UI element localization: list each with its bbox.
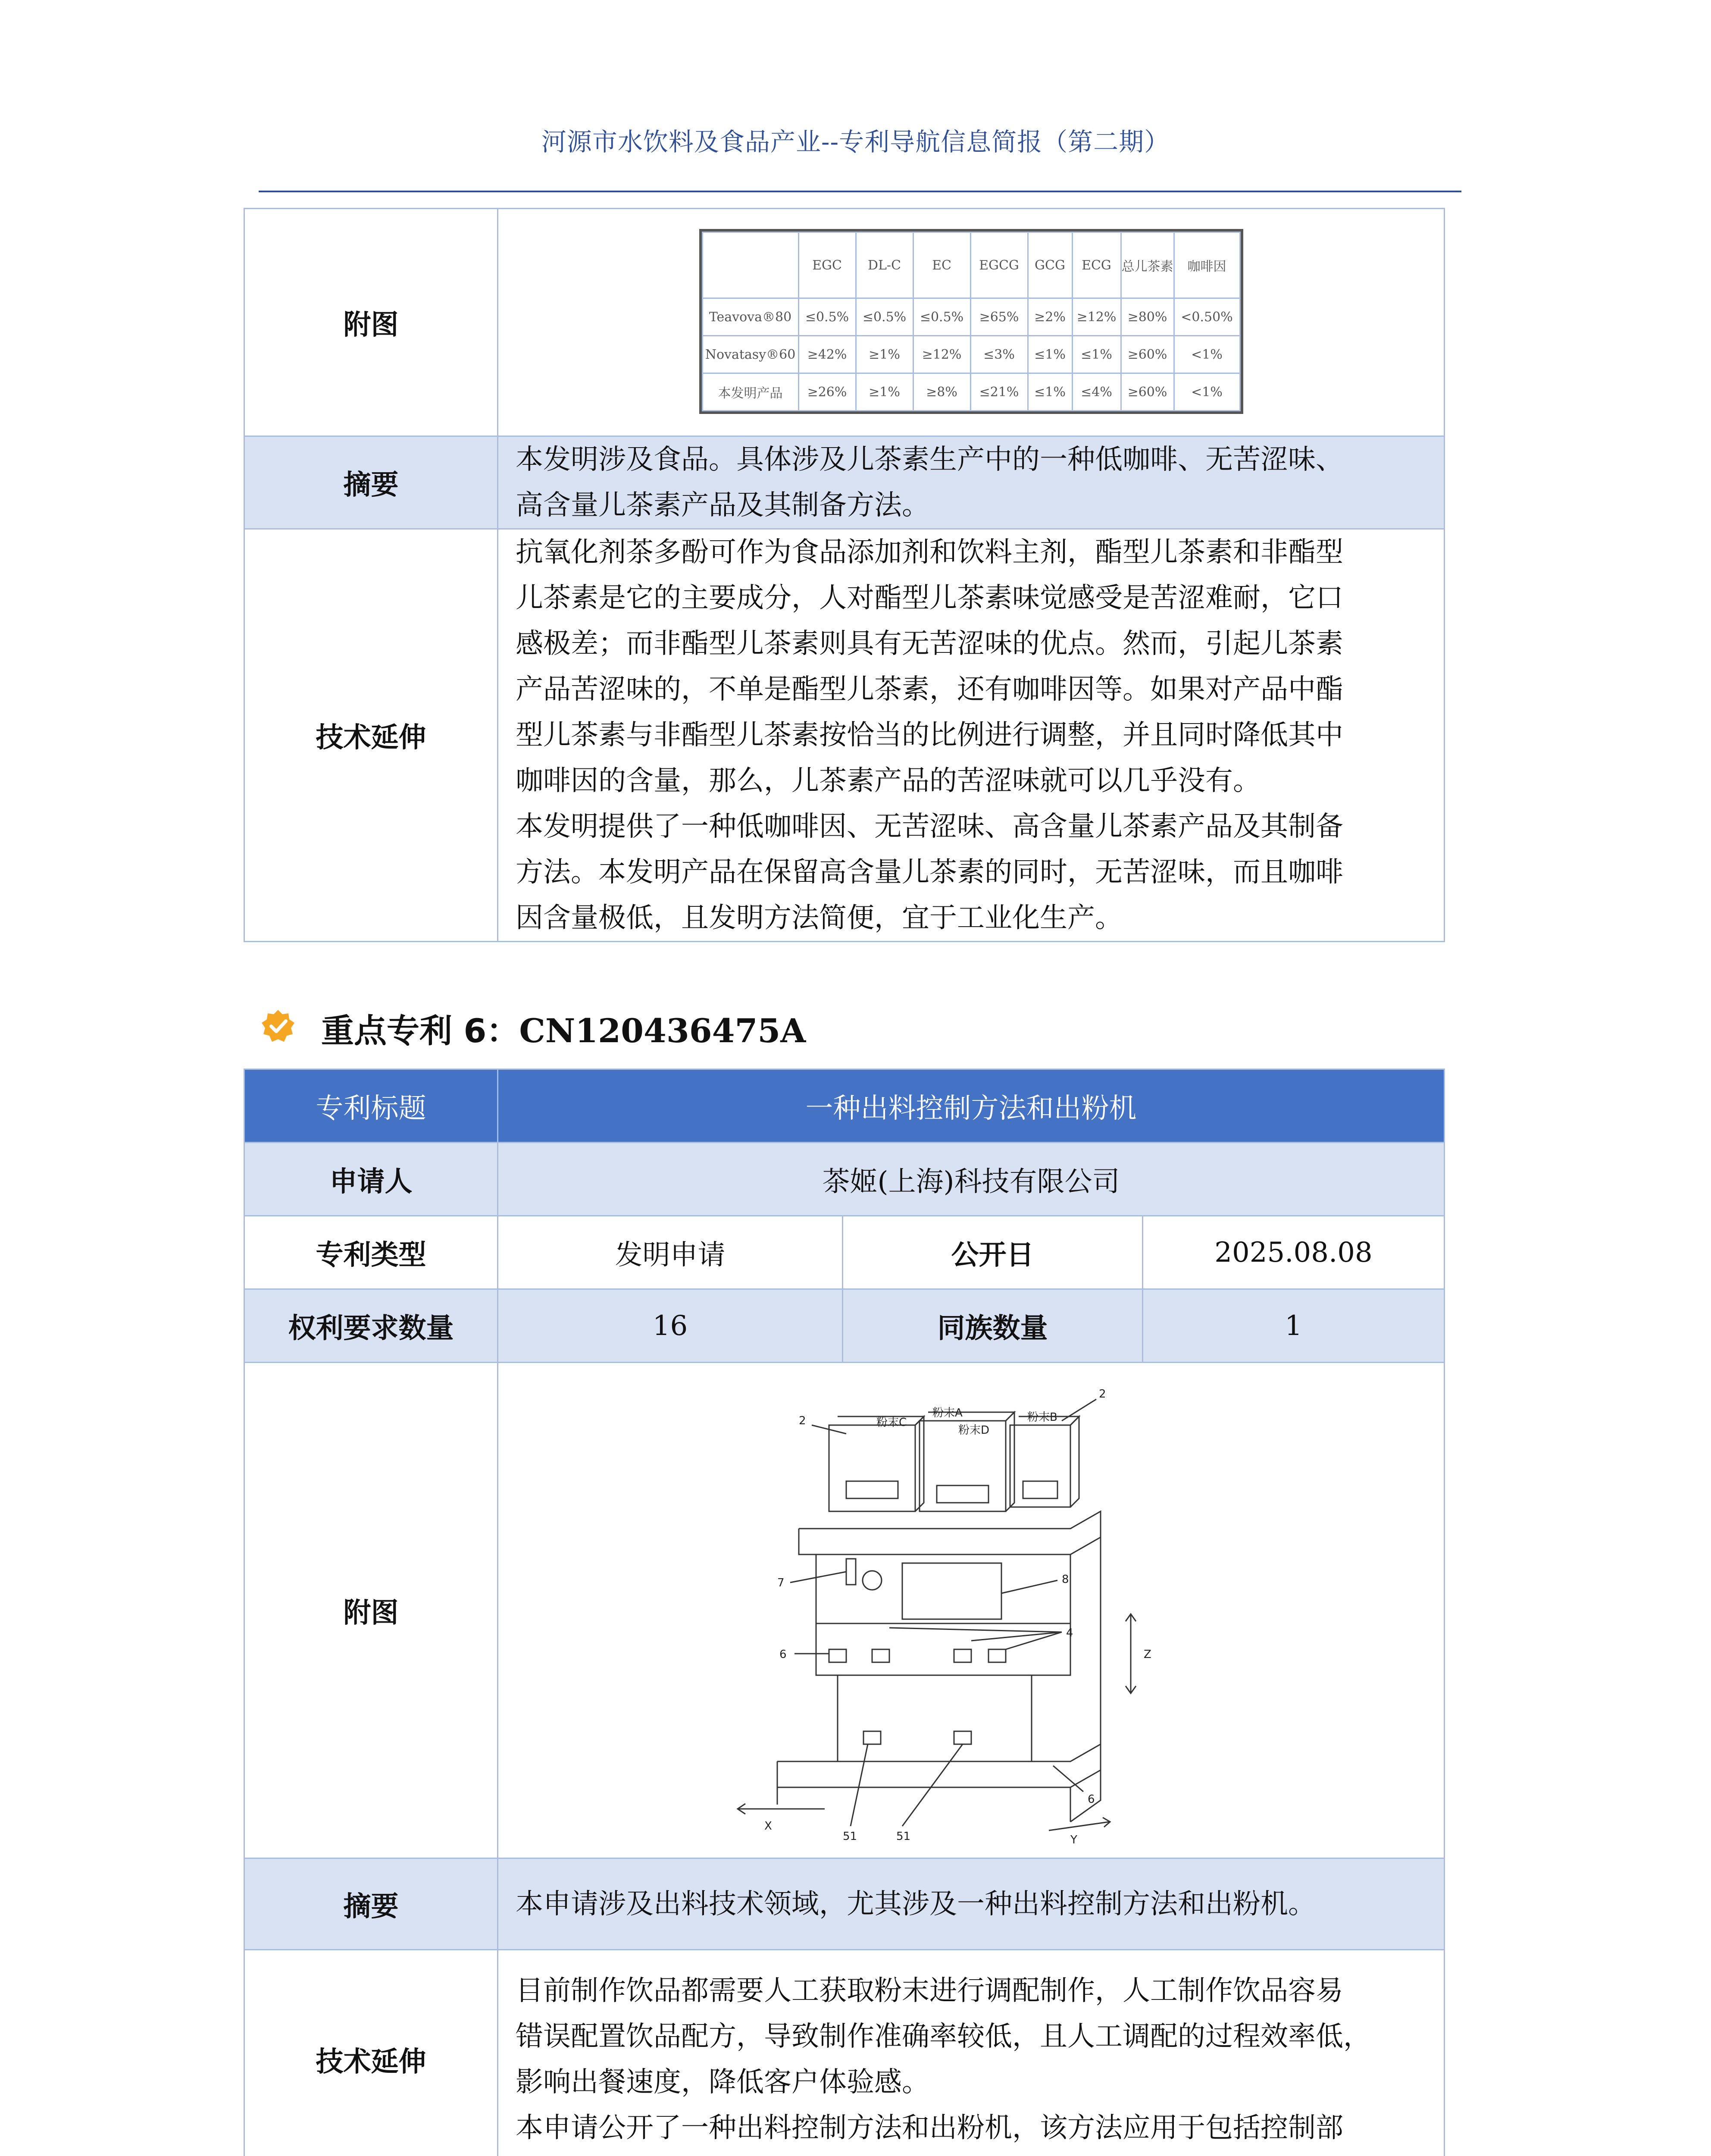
badge-check-icon [261,1009,295,1044]
ingredient-value-cell: <1% [1174,373,1240,411]
powder-dispenser-drawing [730,1373,1213,1848]
p6-figure-cell [498,1363,1445,1858]
p5-abstract-line: 本发明涉及食品。具体涉及儿茶素生产中的一种低咖啡、无苦涩味、 [516,444,1343,476]
p6-figure-label: 附图 [244,1363,498,1858]
label-n2b: 2 [1098,1387,1106,1401]
p6-type-label: 专利类型 [244,1216,498,1289]
ingredient-value-cell: ≤21% [970,373,1028,411]
p6-claims-label: 权利要求数量 [244,1289,498,1363]
label-axis-y: Y [1070,1833,1077,1846]
p5-tech [498,529,1445,942]
label-n51b: 51 [896,1830,910,1843]
ingredient-value-cell: ≤0.5% [913,298,970,336]
patent-number: CN120436475A [519,1012,806,1050]
label-n4: 4 [1066,1626,1073,1639]
p5-tech-label: 技术延伸 [244,529,498,942]
p6-claims-value: 16 [498,1289,843,1363]
p5-tech-line: 因含量极低，且发明方法简便，宜于工业化生产。 [516,902,1123,934]
ingredient-value-cell: ≤0.5% [856,298,913,336]
ingredient-table-image [699,229,1243,414]
ingredient-header-cell: EGC [798,232,856,298]
ingredient-header-cell: 咖啡因 [1174,232,1240,298]
p5-tech-line: 方法。本发明产品在保留高含量儿茶素的同时，无苦涩味，而且咖啡 [516,856,1343,888]
p6-tech-line: 本申请公开了一种出料控制方法和出粉机，该方法应用于包括控制部 [516,2112,1343,2144]
p5-abstract [498,436,1445,529]
p6-applicant-value: 茶姬(上海)科技有限公司 [498,1143,1445,1216]
ingredient-value-cell: ≥60% [1121,373,1174,411]
label-n7: 7 [777,1576,785,1589]
ingredient-value-cell: ≥12% [913,336,970,373]
ingredient-value-cell: ≥8% [913,373,970,411]
ingredient-value-cell: ≥26% [798,373,856,411]
ingredient-value-cell: ≤3% [970,336,1028,373]
label-n2a: 2 [798,1414,806,1427]
p5-tech-line: 儿茶素是它的主要成分，人对酯型儿茶素味觉感受是苦涩难耐，它口 [516,582,1343,614]
p5-abstract-line: 高含量儿茶素产品及其制备方法。 [516,489,929,521]
ingredient-value-cell: ≥1% [856,373,913,411]
label-powder-a: 粉末A [932,1406,963,1420]
p5-figure-cell [498,209,1445,436]
ingredient-value-cell: ≥42% [798,336,856,373]
p6-abstract-label: 摘要 [244,1858,498,1950]
p6-pubdate-value: 2025.08.08 [1143,1216,1445,1289]
label-powder-d: 粉末D [958,1423,989,1437]
ingredient-header-row [702,232,1240,298]
ingredient-row [702,298,1240,336]
section-title [261,1005,806,1052]
label-n6a: 6 [779,1648,787,1661]
ingredient-value-cell: <0.50% [1174,298,1240,336]
p6-abstract: 本申请涉及出料技术领域，尤其涉及一种出料控制方法和出粉机。 [498,1858,1445,1950]
ingredient-header-cell: 总儿茶素 [1121,232,1174,298]
ingredient-value-cell: ≥65% [970,298,1028,336]
ingredient-value-cell: ≥2% [1028,298,1072,336]
p5-tech-line: 咖啡因的含量，那么，儿茶素产品的苦涩味就可以几乎没有。 [516,765,1261,797]
ingredient-value-cell: ≤1% [1028,336,1072,373]
label-n6b: 6 [1087,1792,1095,1806]
p6-tech [498,1950,1445,2156]
ingredient-product-name: 本发明产品 [702,373,798,411]
p6-type-value: 发明申请 [498,1216,843,1289]
ingredient-header-cell: EC [913,232,970,298]
p5-tech-line: 产品苦涩味的，不单是酯型儿茶素，还有咖啡因等。如果对产品中酯 [516,674,1343,705]
page-header: 河源市水饮料及食品产业--专利导航信息简报（第二期） [541,127,1170,157]
ingredient-header-cell [702,232,798,298]
header-rule [259,191,1461,192]
ingredient-table [702,232,1241,411]
ingredient-value-cell: <1% [1174,336,1240,373]
p5-tech-line: 本发明提供了一种低咖啡因、无苦涩味、高含量儿茶素产品及其制备 [516,811,1343,843]
ingredient-value-cell: ≤0.5% [798,298,856,336]
ingredient-value-cell: ≥1% [856,336,913,373]
ingredient-row [702,373,1240,411]
p5-figure-label: 附图 [244,209,498,436]
ingredient-header-cell: DL-C [856,232,913,298]
p6-title-label: 专利标题 [244,1069,498,1143]
ingredient-row [702,336,1240,373]
ingredient-header-cell: ECG [1072,232,1121,298]
p6-tech-label: 技术延伸 [244,1950,498,2156]
label-n8: 8 [1061,1573,1069,1586]
section-prefix: 重点专利 6： [321,1012,519,1050]
p6-family-label: 同族数量 [843,1289,1143,1363]
p6-tech-line: 目前制作饮品都需要人工获取粉末进行调配制作，人工制作饮品容易 [516,1974,1343,2007]
label-powder-b: 粉末B [1027,1410,1057,1424]
patent5-table [244,208,1445,942]
p5-tech-line: 型儿茶素与非酯型儿茶素按恰当的比例进行调整，并且同时降低其中 [516,719,1343,751]
p6-family-value: 1 [1143,1289,1445,1363]
ingredient-product-name: Teavova®80 [702,298,798,336]
label-powder-c: 粉末C [876,1416,907,1429]
ingredient-value-cell: ≤4% [1072,373,1121,411]
ingredient-product-name: Novatasy®60 [702,336,798,373]
ingredient-value-cell: ≤1% [1072,336,1121,373]
label-n51a: 51 [842,1830,857,1843]
p6-title-value: 一种出料控制方法和出粉机 [498,1069,1445,1143]
p5-abstract-label: 摘要 [244,436,498,529]
p6-tech-line: 影响出餐速度，降低客户体验感。 [516,2066,929,2098]
p6-applicant-label: 申请人 [244,1143,498,1216]
label-axis-x: X [764,1819,772,1833]
ingredient-value-cell: ≥60% [1121,336,1174,373]
label-axis-z: Z [1143,1648,1151,1661]
ingredient-value-cell: ≥12% [1072,298,1121,336]
patent6-table [244,1069,1445,2156]
ingredient-header-cell: EGCG [970,232,1028,298]
ingredient-value-cell: ≥80% [1121,298,1174,336]
p6-pubdate-label: 公开日 [843,1216,1143,1289]
ingredient-value-cell: ≤1% [1028,373,1072,411]
p6-tech-line: 错误配置饮品配方，导致制作准确率较低，且人工调配的过程效率低， [516,2020,1371,2053]
p5-tech-line: 感极差；而非酯型儿茶素则具有无苦涩味的优点。然而，引起儿茶素 [516,628,1343,660]
p5-tech-line: 抗氧化剂茶多酚可作为食品添加剂和饮料主剂，酯型儿茶素和非酯型 [516,536,1343,568]
ingredient-header-cell: GCG [1028,232,1072,298]
